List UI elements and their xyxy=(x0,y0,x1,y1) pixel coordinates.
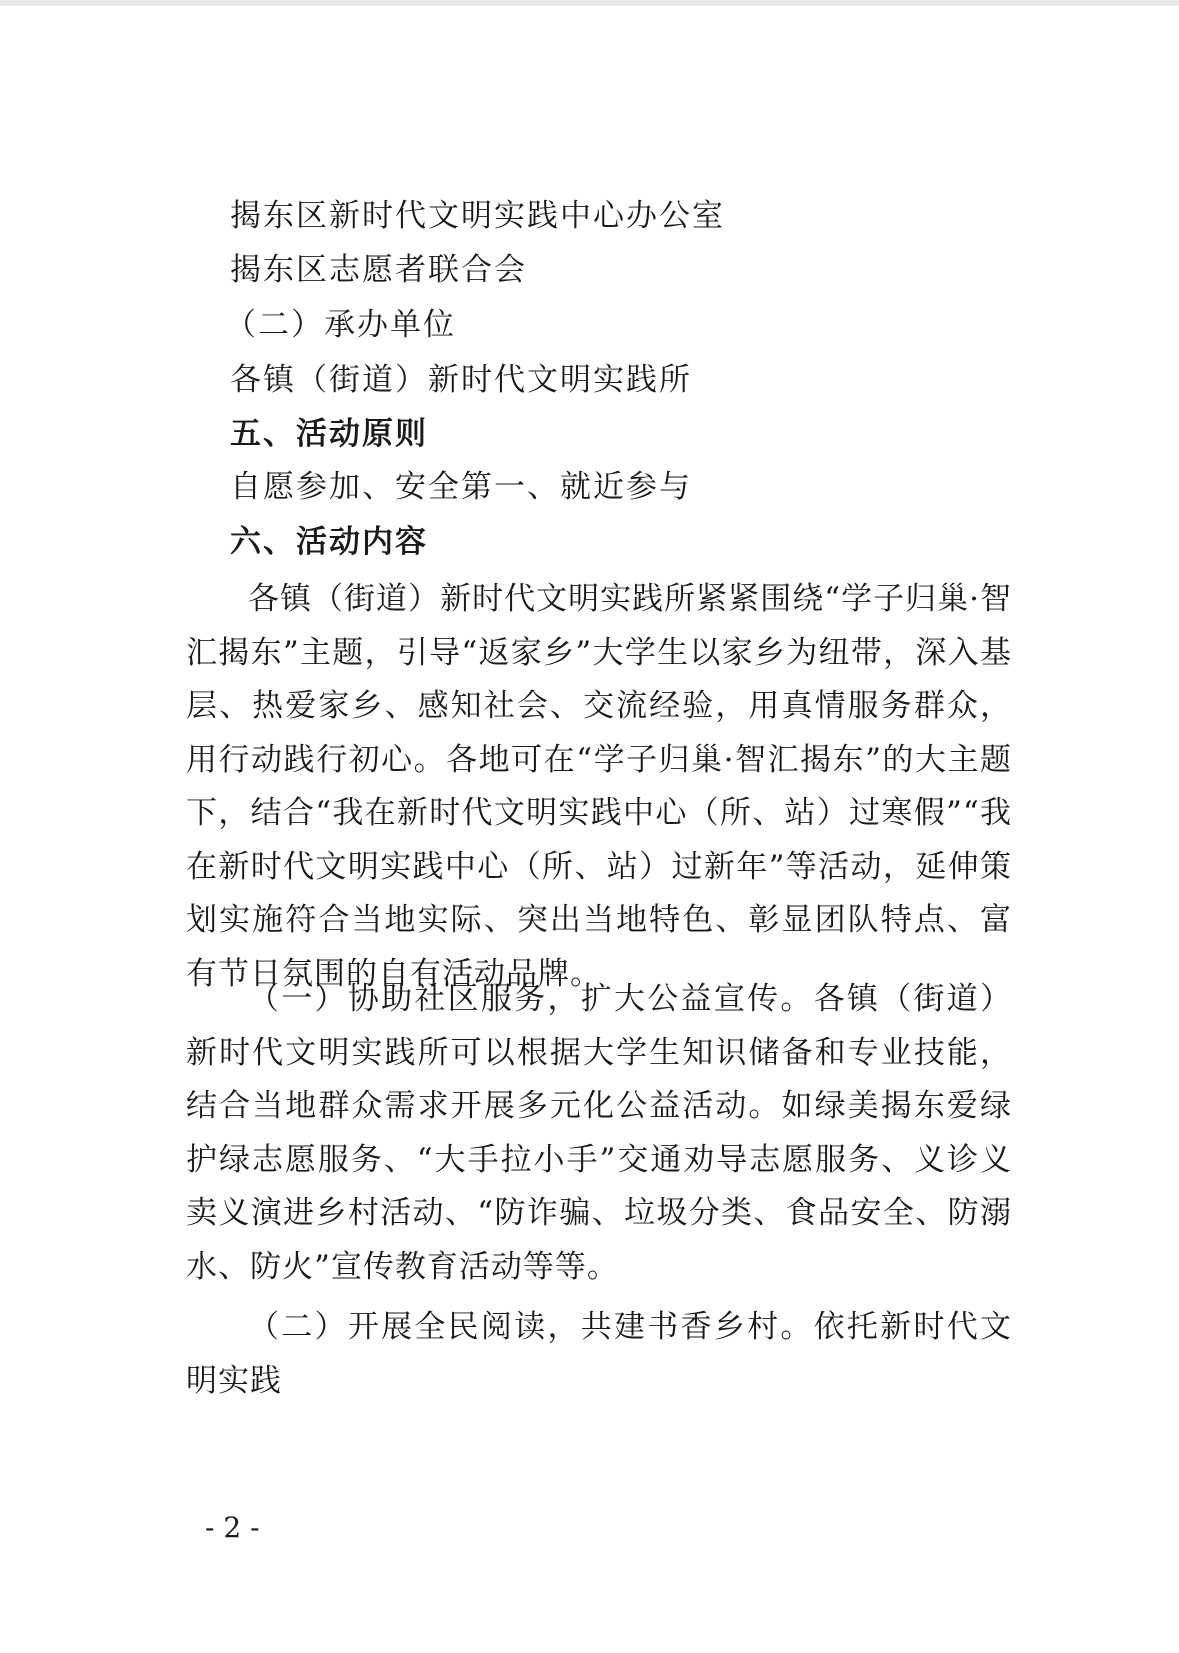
section-undertaker-heading: （二）承办单位 xyxy=(225,307,456,343)
undertaker-line: 各镇（街道）新时代文明实践所 xyxy=(230,362,692,398)
principles-line: 自愿参加、安全第一、就近参与 xyxy=(230,469,692,505)
page-number: - 2 - xyxy=(205,1511,260,1544)
item-2-paragraph: （二）开展全民阅读，共建书香乡村。依托新时代文明实践 xyxy=(186,1309,1012,1399)
content-intro-paragraph: 各镇（街道）新时代文明实践所紧紧围绕“学子归巢·智汇揭东”主题，引导“返家乡”大学生以家乡为纽带，深入基层、热爱家乡、感知社会、交流经验，用真情服务群众，用行动践行初心。各地可在“学子归巢·智汇揭东”的大主题下，结合“我在新时代文明实践中心（所、站）过寒假”“我在新时代文明实践中心（所、站）过新年”等活动，延伸策划实施符合当地实际、突出当地特色、彰显团队特点、富有节日氛围的自有活动品牌。 xyxy=(186,581,1012,992)
item-1-paragraph: （一）协助社区服务，扩大公益宣传。各镇（街道）新时代文明实践所可以根据大学生知识储备和专业技能，结合当地群众需求开展多元化公益活动。如绿美揭东爱绿护绿志愿服务、“大手拉小手”交通劝导志愿服务、义诊义卖义演进乡村活动、“防诈骗、垃圾分类、食品安全、防溺水、防火”宣传教育活动等等。 xyxy=(186,981,1012,1285)
principles-heading: 五、活动原则 xyxy=(230,416,428,452)
scan-edge xyxy=(0,0,1179,6)
organizer-line-2: 揭东区志愿者联合会 xyxy=(230,252,527,288)
content-heading: 六、活动内容 xyxy=(230,524,428,560)
organizer-line-1: 揭东区新时代文明实践中心办公室 xyxy=(230,198,725,234)
